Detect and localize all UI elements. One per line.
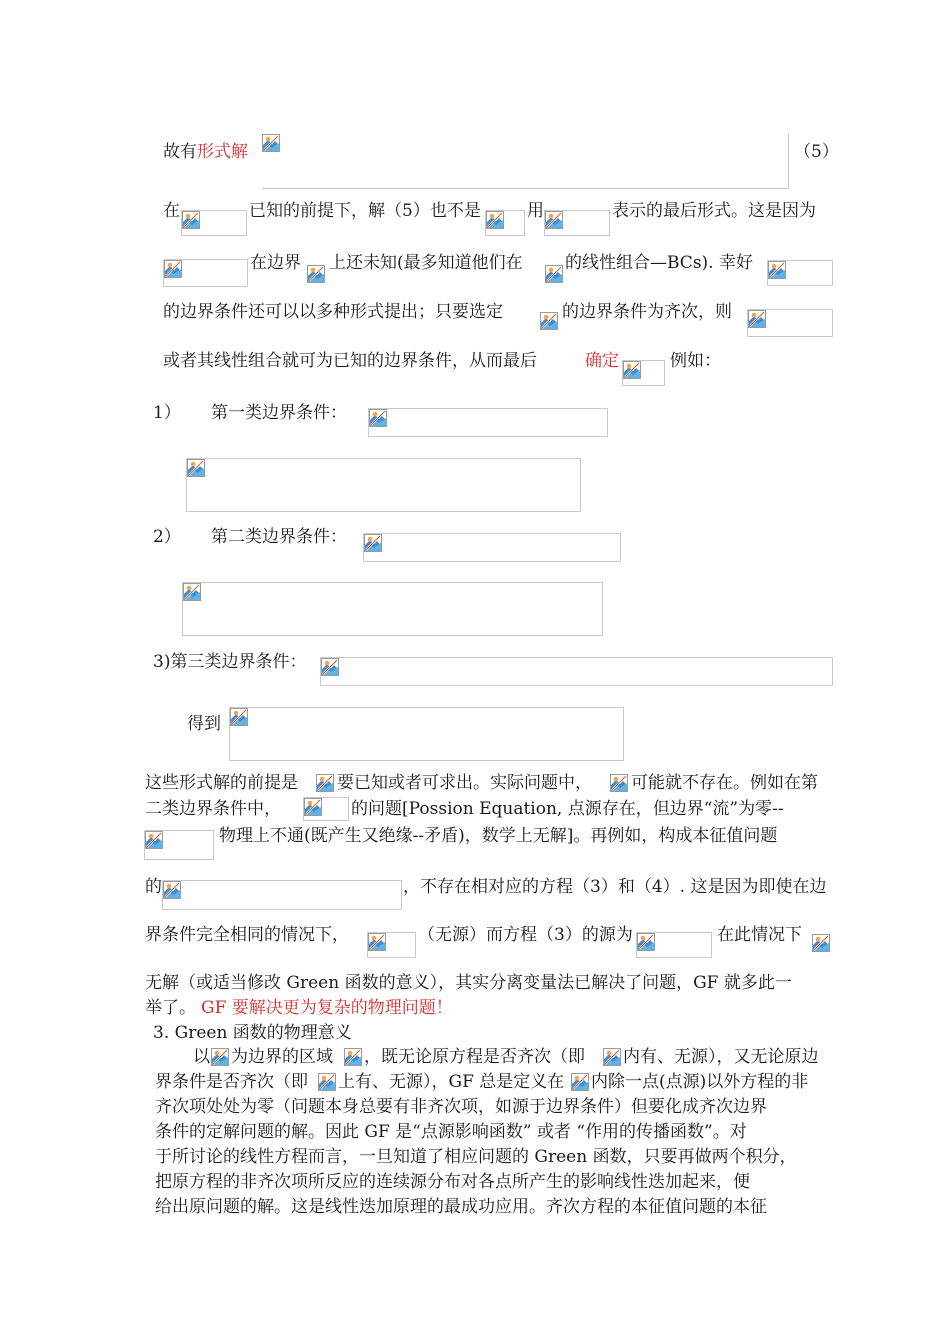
formula-image — [610, 774, 630, 794]
formula-image — [367, 932, 416, 958]
formula-image — [211, 1048, 231, 1068]
broken-image-icon — [748, 310, 766, 328]
text-line2-d: 表示的最后形式。这是因为 — [612, 201, 816, 221]
text-s3-2b: 上有、无源），GF 总是定义在 — [338, 1072, 565, 1092]
broken-image-icon — [307, 265, 325, 283]
text-p2-1a: 这些形式解的前提是 — [145, 773, 298, 793]
broken-image-icon — [545, 265, 563, 283]
broken-image-icon — [603, 1048, 621, 1066]
formula-image — [636, 932, 712, 958]
text-p2-5c: 在此情况下 — [717, 925, 802, 945]
text-line1-a: 故有 — [163, 142, 197, 162]
list-number-2: 2） — [153, 527, 181, 547]
formula-image — [545, 265, 565, 285]
text-p2-7a: 举了。 — [145, 998, 196, 1018]
text-s3-3: 齐次项处处为零（问题本身总要有非齐次项，如源于边界条件）但要化成齐次边界 — [155, 1097, 767, 1117]
formula-image — [747, 309, 833, 337]
text-p2-1c: 可能就不存在。例如在第 — [631, 773, 818, 793]
text-s3-7: 给出原问题的解。这是线性迭加原理的最成功应用。齐次方程的本征值问题的本征 — [155, 1197, 767, 1217]
text-p2-5b: （无源）而方程（3）的源为 — [418, 925, 633, 945]
text-line2-c: 用 — [527, 201, 544, 221]
bc2-label: 第二类边界条件： — [211, 527, 347, 547]
text-s3-1b: 为边界的区域 — [231, 1047, 333, 1067]
formula-image — [540, 312, 560, 334]
text-line5-a: 或者其线性组合就可为已知的边界条件，从而最后 — [163, 351, 537, 371]
text-p2-4b: ，不存在相对应的方程（3）和（4）. 这是因为即使在边 — [403, 877, 827, 897]
formula-image — [162, 880, 402, 910]
text-p2-2a: 二类边界条件中， — [145, 799, 281, 819]
broken-image-icon — [182, 211, 200, 229]
bc3-label: 3)第三类边界条件： — [153, 652, 307, 672]
broken-image-icon — [368, 933, 386, 951]
formula-image — [186, 458, 581, 512]
formula-image — [344, 1048, 364, 1068]
broken-image-icon — [183, 583, 201, 601]
broken-image-icon — [486, 211, 504, 229]
broken-image-icon — [145, 831, 163, 849]
text-p2-5a: 界条件完全相同的情况下， — [145, 925, 349, 945]
broken-image-icon — [545, 211, 563, 229]
text-s3-4: 条件的定解问题的解。因此 GF 是“点源影响函数” 或者 “作用的传播函数”。对 — [155, 1122, 747, 1142]
formula-image — [307, 265, 327, 285]
text-line3-a: 在边界 — [250, 253, 301, 273]
broken-image-icon — [321, 658, 339, 676]
formula-image — [544, 210, 610, 236]
bc1-label: 第一类边界条件： — [211, 403, 347, 423]
broken-image-icon — [164, 260, 182, 278]
list-number-1: 1） — [153, 403, 181, 423]
text-s3-2a: 界条件是否齐次（即 — [155, 1072, 308, 1092]
formula-image — [571, 1073, 591, 1093]
text-s3-1d: 内有、无源），又无论原边 — [623, 1047, 819, 1067]
broken-image-icon — [623, 361, 641, 379]
formula-image — [229, 707, 624, 761]
text-s3-6: 把原方程的非齐次项所反应的连续源分布对各点所产生的影响线性迭加起来，便 — [155, 1172, 750, 1192]
text-s3-2c: 内除一点(点源)以外方程的非 — [591, 1072, 809, 1092]
text-s3-1c: ，既无论原方程是否齐次（即 — [364, 1047, 585, 1067]
text-p2-4a: 的 — [145, 877, 162, 897]
broken-image-icon — [230, 708, 248, 726]
text-p2-3a: 物理上不通(既产生又绝缘--矛盾)，数学上无解]。再例如，构成本征值问题 — [219, 826, 778, 846]
text-line4-b: 的边界条件为齐次，则 — [562, 302, 732, 322]
formula-image — [144, 830, 214, 860]
text-line2-a: 在 — [163, 201, 180, 221]
formula-image — [485, 210, 525, 236]
text-p2-1b: 要已知或者可求出。实际问题中， — [337, 773, 592, 793]
formula-image — [182, 582, 603, 636]
formula-image — [603, 1048, 623, 1068]
formula-image — [622, 360, 665, 386]
formula-image — [812, 934, 834, 956]
text-gf-highlight: GF 要解决更为复杂的物理问题！ — [201, 998, 453, 1018]
broken-image-icon — [304, 798, 322, 816]
formula-image — [262, 134, 789, 189]
text-line2-b: 已知的前提下，解（5）也不是 — [249, 201, 481, 221]
broken-image-icon — [318, 1073, 336, 1091]
broken-image-icon — [316, 774, 334, 792]
text-p2-2b: 的问题[Possion Equation, 点源存在，但边界“流”为零-- — [351, 799, 784, 819]
broken-image-icon — [540, 312, 558, 330]
formula-image — [181, 210, 247, 236]
broken-image-icon — [637, 933, 655, 951]
text-line3-b: 上还未知(最多知道他们在 — [329, 253, 523, 273]
text-line4-a: 的边界条件还可以以多种形式提出；只要选定 — [163, 302, 503, 322]
broken-image-icon — [211, 1048, 229, 1066]
text-determine: 确定 — [585, 351, 619, 371]
formula-image — [163, 259, 248, 287]
formula-image — [767, 260, 833, 286]
text-formal-solution: 形式解 — [197, 142, 248, 162]
broken-image-icon — [262, 134, 280, 152]
formula-image — [316, 774, 336, 794]
formula-image — [368, 408, 608, 437]
broken-image-icon — [344, 1048, 362, 1066]
text-p2-6: 无解（或适当修改 Green 函数的意义），其实分离变量法已解决了问题，GF 就多此一 — [145, 973, 792, 993]
text-s3-1a: 以 — [193, 1047, 210, 1067]
broken-image-icon — [571, 1073, 589, 1091]
broken-image-icon — [812, 934, 830, 952]
get-label: 得到 — [187, 714, 221, 734]
broken-image-icon — [364, 534, 382, 552]
formula-image — [318, 1073, 338, 1093]
formula-image — [320, 657, 833, 686]
broken-image-icon — [187, 459, 205, 477]
text-s3-5: 于所讨论的线性方程而言，一旦知道了相应问题的 Green 函数，只要再做两个积分， — [155, 1147, 797, 1167]
broken-image-icon — [163, 881, 181, 899]
broken-image-icon — [768, 261, 786, 279]
text-line5-b: 例如： — [670, 351, 721, 371]
section-heading: 3. Green 函数的物理意义 — [153, 1023, 352, 1043]
formula-image — [303, 797, 349, 821]
broken-image-icon — [610, 774, 628, 792]
equation-number: （5） — [794, 142, 839, 162]
formula-image — [363, 533, 621, 562]
text-line3-c: 的线性组合—BCs). 幸好 — [565, 253, 753, 273]
broken-image-icon — [369, 409, 387, 427]
